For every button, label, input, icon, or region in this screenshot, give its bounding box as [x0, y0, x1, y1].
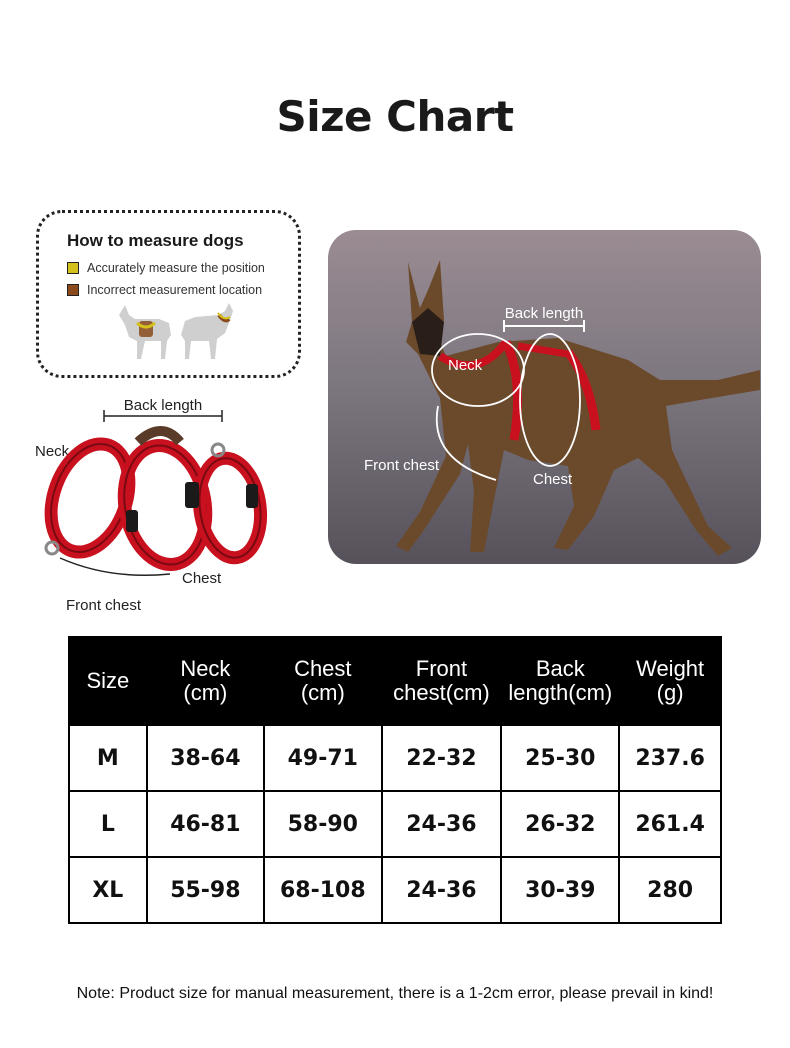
page-title: Size Chart [276, 92, 514, 141]
table-row [69, 725, 721, 791]
table-cell: L [69, 791, 147, 857]
header-weight: Weight (g) [619, 637, 721, 725]
footnote: Note: Product size for manual measurement, there is a 1-2cm error, please prevail in kind! [76, 985, 714, 1002]
table-header-row [69, 637, 721, 725]
dog-photo [328, 230, 761, 564]
legend-incorrect [67, 283, 262, 297]
table-cell: 68-108 [264, 857, 381, 923]
harness-diagram [30, 390, 310, 620]
dog-silhouettes-icon [115, 301, 243, 365]
table-cell: 55-98 [147, 857, 264, 923]
header-neck: Neck (cm) [147, 637, 264, 725]
measure-guide-title: How to measure dogs [67, 231, 244, 250]
size-table [68, 636, 722, 924]
table-cell: 58-90 [264, 791, 381, 857]
table-cell: XL [69, 857, 147, 923]
header-back-length: Back length(cm) [501, 637, 619, 725]
photo-label-neck: Neck [448, 357, 483, 374]
legend-accurate [67, 261, 265, 275]
harness-label-front-chest: Front chest [66, 597, 142, 614]
header-chest: Chest (cm) [264, 637, 381, 725]
measure-guide-box [36, 210, 301, 378]
table-cell: M [69, 725, 147, 791]
legend-accurate-label: Accurately measure the position [87, 261, 265, 275]
table-cell: 280 [619, 857, 721, 923]
legend-incorrect-label: Incorrect measurement location [87, 283, 263, 297]
photo-label-front-chest: Front chest [364, 457, 440, 474]
header-size: Size [69, 637, 147, 725]
photo-label-back-length: Back length [504, 305, 584, 322]
table-cell: 22-32 [382, 725, 502, 791]
table-cell: 24-36 [382, 857, 502, 923]
table-cell: 24-36 [382, 791, 502, 857]
accurate-swatch [67, 262, 79, 274]
table-cell: 38-64 [147, 725, 264, 791]
table-cell: 46-81 [147, 791, 264, 857]
table-cell: 237.6 [619, 725, 721, 791]
header-front-chest: Front chest(cm) [382, 637, 502, 725]
table-row [69, 857, 721, 923]
harness-label-back-length: Back length [123, 397, 203, 414]
table-cell: 30-39 [501, 857, 619, 923]
table-cell: 26-32 [501, 791, 619, 857]
harness-label-chest: Chest [182, 570, 222, 587]
photo-label-chest: Chest [533, 471, 573, 488]
table-row [69, 791, 721, 857]
incorrect-swatch [67, 284, 79, 296]
harness-label-neck: Neck [35, 443, 70, 460]
table-cell: 49-71 [264, 725, 381, 791]
table-cell: 261.4 [619, 791, 721, 857]
table-cell: 25-30 [501, 725, 619, 791]
